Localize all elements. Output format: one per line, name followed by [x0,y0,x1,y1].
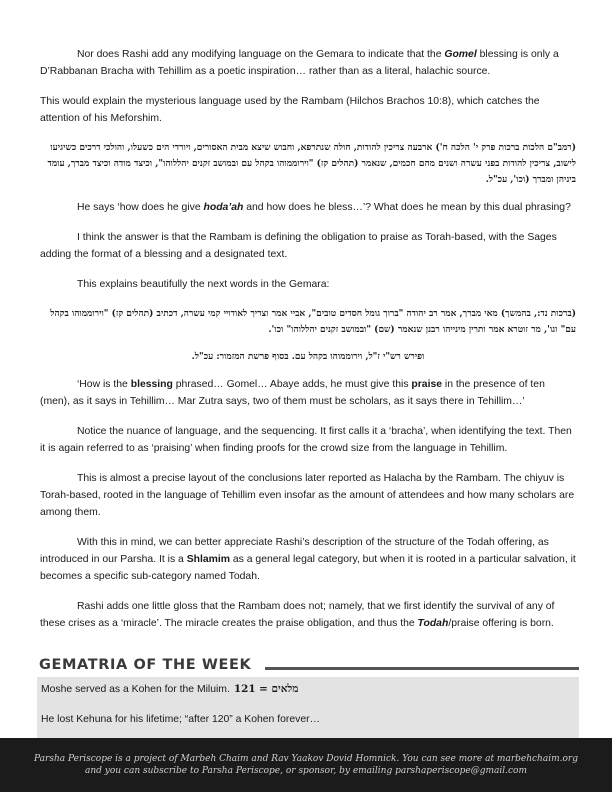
paragraph-3 [40,199,576,216]
article-body [40,46,576,645]
p3-text-a: He says ‘how does he give [77,202,204,213]
gematria-line-2: He lost Kehuna for his lifetime; “after 120” a Kohen forever… [41,714,320,725]
p3-hodaah: hoda’ah [203,202,244,213]
page-footer [0,738,612,792]
p6-text-a: ‘How is the [77,379,131,390]
paragraph-9 [40,534,576,585]
p9-shlamim: Shlamim [186,554,231,565]
p10-todah: Todah [417,618,449,629]
p6-text-e: in the presence of ten (men), as it says in Tehillim… Mar Zutra says, two of them must be scholars, as it says there in Tehillim…’ [40,379,545,407]
gematria-section [37,657,579,748]
hebrew-quote-rambam: (רמב"ם הלכות ברכות פרק י' הלכה ח') ארבעה צריכין להודות, חולה שנתרפא, וחבוש שיצא מבית האסורים, ויורדי הים כשעלו, והולכי דרכים כשיגיעו לישוב, צריכין להודות בפני עשרה ושנים מהם חכמים, שנאמר (תהלים קז) "וירוממוהו בקהל עם ובמושב זקנים יהללוהו", וכיצד מודה וכיצד מברך, עומד ביניהן ומברך (וכו', עכ"ל. [47,143,576,185]
hebrew-quote-gemara: (ברכות נד:, בהמשך) מאי מברך, אמר רב יהודה "ברוך גומל חסדים טובים", אביי אמר וצריך לאודויי קמי עשרה, דכתיב (תהלים קז) "וירוממוהו בקהל עם" וגו', מר זוטרא אמר ותרין מינייהו רבנן שנאמר (שם) "ובמושב זקנים יהללוהו" וכו'. [50,309,576,335]
p1-gomel: Gomel [444,49,477,60]
paragraph-7: Notice the nuance of language, and the sequencing. It first calls it a ‘bracha’, when identifying the text. Then it is again referred to as ‘praising’ when finding proofs for the crowd size from the language in Tehillim. [40,426,572,454]
p10-text-a: Rashi adds one little gloss that the Rambam does not; namely, that we first identify the survival of any of these crises as a ‘miracle’. The miracle creates the praise obligation, and thus the [40,601,555,629]
p1-text-a: Nor does Rashi add any modifying language on the Gemara to indicate that the [77,49,445,60]
gematria-header [37,657,579,675]
gematria-divider [265,667,579,670]
paragraph-10 [40,598,576,632]
p3-text-c: and how does he bless…’? What does he mean by this dual phrasing? [243,202,571,213]
p6-text-c: phrased… Gomel… Abaye adds, he must give this [172,379,412,390]
gematria-line-1 [41,681,575,698]
p9-text-c: as a general legal category, but when it is rooted in a particular salvation, it becomes a specific sub-category named Todah. [40,554,576,582]
paragraph-6 [40,376,576,410]
gematria-line1-text: Moshe served as a Kohen for the Miluim. [41,684,230,695]
paragraph-2: This would explain the mysterious language used by the Rambam (Hilchos Brachos 10:8), which catches the attention of his Meforshim. [40,96,540,124]
footer-line-1: Parsha Periscope is a project of Marbeh Chaim and Rav Yaakov Dovid Homnick. You can see more at marbehchaim.org [34,754,578,764]
paragraph-1 [40,46,576,80]
p6-blessing: blessing [130,379,173,390]
hebrew-quote-rashi: ופירש רש"י ז"ל, וירוממוהו בקהל עם. בסוף פרשת המזמור: עכ"ל. [191,352,425,362]
gematria-value: 121 = [233,683,272,695]
paragraph-8: This is almost a precise layout of the conclusions later reported as Halacha by the Rambam. The chiyuv is Torah-based, rooted in the language of Tehillim even insofar as the amount of attendees and how many scholars are among them. [40,473,575,518]
p6-praise: praise [411,379,443,390]
p10-text-c: /praise offering is born. [448,618,554,629]
paragraph-5: This explains beautifully the next words in the Gemara: [77,279,330,290]
gematria-hebrew-word: מלאים [271,683,299,695]
p1-text-c: blessing is only a D’Rabbanan Bracha with Tehillim as a poetic inspiration… rather than as a literal, halachic source. [40,49,559,77]
p9-text-a: With this in mind, we can better appreciate Rashi’s description of the structure of the Todah offering, as introduced in our Parsha. It is a [40,537,549,565]
gematria-title: GEMATRIA OF THE WEEK [39,657,252,673]
paragraph-4: I think the answer is that the Rambam is defining the obligation to praise as Torah-based, with the Sages adding the format of a blessing and a designated text. [40,232,557,260]
footer-line-2: and you can subscribe to Parsha Periscope, or sponsor, by emailing parshaperiscope@gmail.com [84,766,528,776]
